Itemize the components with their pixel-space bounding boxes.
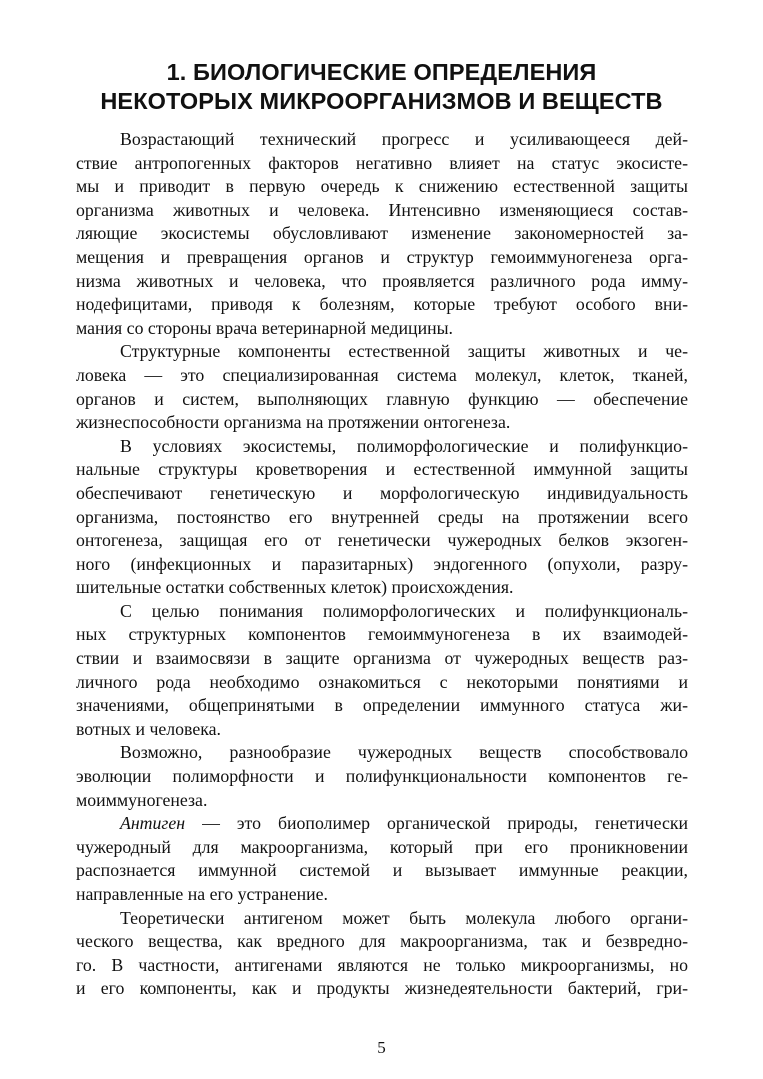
text-line: В условиях экосистемы, полиморфологические и полифункцио- (120, 435, 688, 456)
text-line: Теоретически антигеном может быть молекула любого органи- (120, 907, 688, 928)
text-line: личного рода необходимо ознакомиться с некоторыми понятиями и (76, 671, 688, 692)
text-line: эволюции полиморфности и полифункциональности компонентов ге- (76, 766, 688, 787)
text-line: органов и систем, выполняющих главную функцию — обеспечение (76, 388, 688, 409)
chapter-heading (40, 58, 723, 116)
paragraph (76, 741, 688, 812)
text-line: мещения и превращения органов и структур гемоиммуногенеза орга- (76, 246, 688, 267)
text-line: Возрастающий технический прогресс и усиливающееся дей- (120, 129, 688, 149)
text-line: распознается иммунной системой и вызывает иммунные реакции, (76, 860, 688, 881)
text-line: мания со стороны врача ветеринарной медицины. (76, 317, 453, 338)
text-line: шительные остатки собственных клеток) происхождения. (76, 577, 514, 598)
text-line: Структурные компоненты естественной защиты животных и че- (120, 341, 688, 362)
text-line: ческого вещества, как вредного для макроорганизма, так и безвредно- (76, 931, 688, 952)
text-line: Возможно, разнообразие чужеродных веществ способствовало (120, 742, 688, 763)
text-line: ствие антропогенных факторов негативно влияет на статус экосисте- (76, 152, 688, 173)
text-line: и его компоненты, как и продукты жизнедеятельности бактерий, гри- (76, 978, 688, 999)
text-line: вотных и человека. (76, 718, 221, 739)
text-line: значениями, общепринятыми в определении иммунного статуса жи- (76, 695, 688, 716)
text-line: нодефицитами, приводя к болезням, которые требуют особого вни- (76, 294, 688, 315)
text-line: организма, постоянство его внутренней среды на протяжении всего (76, 506, 688, 527)
paragraph (76, 435, 688, 600)
text-line: онтогенеза, защищая его от генетически чужеродных белков экзоген- (76, 530, 688, 551)
text-line: мы и приводит в первую очередь к снижению естественной защиты (76, 176, 688, 197)
text-line: ных структурных компонентов гемоиммуногенеза в их взаимодей- (76, 624, 688, 645)
text-line: низма животных и человека, что проявляется различного рода имму- (76, 270, 688, 291)
paragraph (76, 812, 688, 906)
text-line: ляющие экосистемы обусловливают изменение закономерностей за- (76, 223, 688, 244)
text-line: нальные структуры кроветворения и естественной иммунной защиты (76, 459, 688, 480)
paragraph (76, 907, 688, 1001)
text-line: направленные на его устранение. (76, 884, 328, 904)
heading-line-1: 1. БИОЛОГИЧЕСКИЕ ОПРЕДЕЛЕНИЯ (166, 59, 597, 85)
paragraph (76, 128, 688, 340)
text-line: ного (инфекционных и паразитарных) эндогенного (опухоли, разру- (76, 553, 688, 574)
text-line: моиммуногенеза. (76, 789, 208, 810)
paragraph (76, 600, 688, 742)
text-line: ствии и взаимосвязи в защите организма от чужеродных веществ раз- (76, 648, 688, 669)
text-line: Антиген — это биополимер органической природы, генетически (120, 813, 688, 834)
paragraph (76, 340, 688, 434)
page-number: 5 (377, 1038, 386, 1057)
heading-line-2: НЕКОТОРЫХ МИКРООРГАНИЗМОВ И ВЕЩЕСТВ (100, 88, 663, 114)
term-italic: Антиген (120, 813, 186, 834)
text-line: организма животных и человека. Интенсивно изменяющиеся состав- (76, 199, 688, 220)
text-line: ловека — это специализированная система молекул, клеток, тканей, (76, 364, 688, 385)
text-line: го. В частности, антигенами являются не только микроорганизмы, но (76, 954, 688, 975)
text-line: чужеродный для макроорганизма, который при его проникновении (76, 836, 688, 857)
text-line: обеспечивают генетическую и морфологическую индивидуальность (76, 482, 688, 503)
body-text (76, 128, 688, 1001)
text-line: С целью понимания полиморфологических и полифункциональ- (120, 600, 688, 621)
text-line: жизнеспособности организма на протяжении онтогенеза. (76, 412, 511, 433)
